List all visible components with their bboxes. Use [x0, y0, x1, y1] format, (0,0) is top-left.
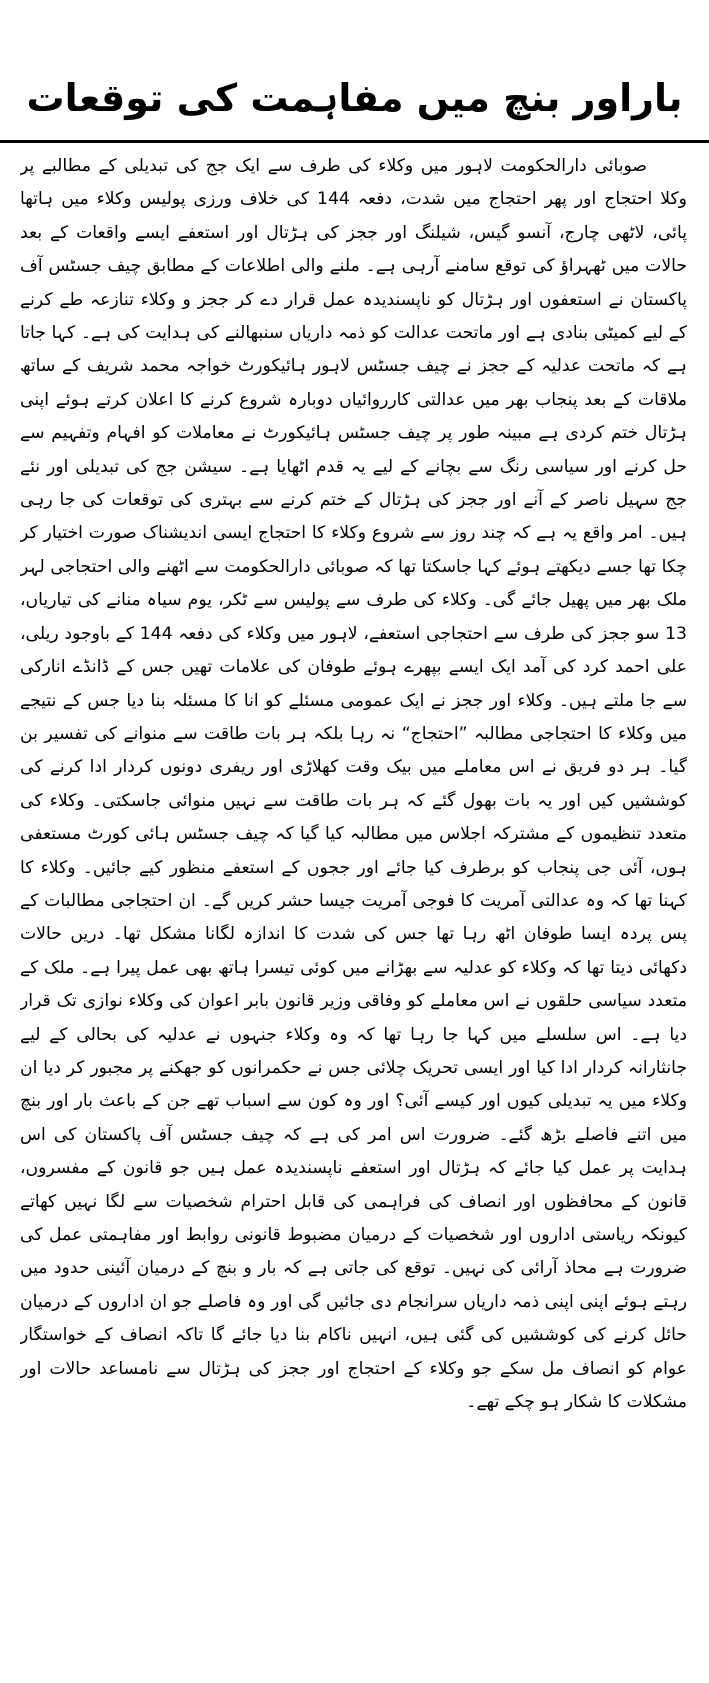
- article-body: [20, 150, 687, 1673]
- headline: باراور بنچ میں مفاہمت کی توقعات: [26, 76, 683, 121]
- headline-divider: [0, 140, 709, 143]
- article-paragraph: صوبائی دارالحکومت لاہور میں وکلاء کی طرف سے ایک جج کی تبدیلی کے مطالبے پر وکلا احتجاج اور پھر احتجاج میں شدت، دفعہ 144 کی خلاف ورزی پولیس وکلاء میں ہاتھا پائی، لاٹھی چارج، آنسو گیس، شیلنگ اور ججز کی ہڑتال اور استعفے ایسے واقعات کے بعد حالات میں ٹھہراؤ کی توقع سامنے آرہی ہے۔ ملنے والی اطلاعات کے مطابق چیف جسٹس آف پاکستان نے استعفوں اور ہڑتال کو ناپسندیدہ عمل قرار دے کر ججز و وکلاء تنازعہ طے کرنے کے لیے کمیٹی بنادی ہے اور ماتحت عدالت کو ذمہ داریاں سنبھالنے کی ہدایت کی ہے۔ کہا جاتا ہے کہ ماتحت عدلیہ کے ججز نے چیف جسٹس لاہور ہائیکورٹ خواجہ محمد شریف کے ساتھ ملاقات کے بعد پنجاب بھر میں عدالتی کارروائیاں دوبارہ شروع کرنے کا اعلان کرتے ہوئے اپنی ہڑتال ختم کردی ہے مبینہ طور پر چیف جسٹس ہائیکورٹ نے معاملات کو افہام وتفہیم سے حل کرنے اور سیاسی رنگ سے بچانے کے لیے یہ قدم اٹھایا ہے۔ سیشن جج کی تبدیلی اور نئے جج سہیل ناصر کے آنے اور ججز کی ہڑتال کے ختم کرنے سے بہتری کی توقعات کی جا رہی ہیں۔ امر واقع یہ ہے کہ چند روز سے شروع وکلاء کا احتجاج ایسی اندیشناک صورت اختیار کر چکا تھا جسے دیکھتے ہوئے کہا جاسکتا تھا کہ صوبائی دارالحکومت سے اٹھنے والی احتجاجی لہر ملک بھر میں پھیل جائے گی۔ وکلاء کی طرف سے پولیس سے ٹکر، یوم سیاہ منانے کی تیاریاں، 13 سو ججز کی طرف سے احتجاجی استعفے، لاہور میں وکلاء کی دفعہ 144 کے باوجود ریلی، علی احمد کرد کی آمد ایک ایسے بپھرے ہوئے طوفان کی علامات تھیں جس کے ڈانڈے انارکی سے جا ملتے ہیں۔ وکلاء اور ججز نے ایک عمومی مسئلے کو انا کا مسئلہ بنا دیا جس کے نتیجے میں وکلاء کا احتجاجی مطالبہ ”احتجاج“ نہ رہا بلکہ ہر بات طاقت سے منوانے کی تفسیر بن گیا۔ ہر دو فریق نے اس معاملے میں بیک وقت کھلاڑی اور ریفری دونوں کردار ادا کرنے کی کوششیں کیں اور یہ بات بھول گئے کہ ہر بات طاقت سے نہیں منوائی جاسکتی۔ وکلاء کی متعدد تنظیموں کے مشترکہ اجلاس میں مطالبہ کیا گیا کہ چیف جسٹس ہائی کورٹ مستعفی ہوں، آئی جی پنجاب کو برطرف کیا جائے اور ججوں کے استعفے منظور کیے جائیں۔ وکلاء کا کہنا تھا کہ وہ عدالتی آمریت کا فوجی آمریت جیسا حشر کریں گے۔ ان احتجاجی مطالبات کے پس پردہ ایسا طوفان اٹھ رہا تھا جس کی شدت کا اندازہ لگانا مشکل تھا۔ دریں حالات دکھائی دیتا تھا کہ وکلاء کو عدلیہ سے بھڑانے میں کوئی تیسرا ہاتھ بھی عمل پیرا ہے۔ ملک کے متعدد سیاسی حلقوں نے اس معاملے کو وفاقی وزیر قانون بابر اعوان کی وکلاء نوازی تک قرار دیا ہے۔ اس سلسلے میں کہا جا رہا تھا کہ وہ وکلاء جنہوں نے عدلیہ کی بحالی کے لیے جانثارانہ کردار ادا کیا اور ایسی تحریک چلائی جس نے حکمرانوں کو جھکنے پر مجبور کر دیا ان وکلاء میں یہ تبدیلی کیوں اور کیسے آئی؟ اور وہ کون سے اسباب تھے جن کے باعث بار اور بنچ میں اتنے فاصلے بڑھ گئے۔ ضرورت اس امر کی ہے کہ چیف جسٹس آف پاکستان کی اس ہدایت پر عمل کیا جائے کہ ہڑتال اور استعفے ناپسندیدہ عمل ہیں جو قانون کے مفسروں، قانون کے محافظوں اور انصاف کی فراہمی کی قابل احترام شخصیات سے لگا نہیں کھاتے کیونکہ ریاستی اداروں اور شخصیات کے درمیان مضبوط قانونی روابط اور مفاہمتی عمل کی ضرورت ہے محاذ آرائی کی نہیں۔ توقع کی جاتی ہے کہ بار و بنچ کے درمیان آئینی حدود میں رہتے ہوئے اپنی اپنی ذمہ داریاں سرانجام دی جائیں گی اور وہ فاصلے جو ان اداروں کے درمیان حائل کرنے کی کوششیں کی گئی ہیں، انہیں ناکام بنا دیا جائے گا تاکہ انصاف کے خواستگار عوام کو انصاف مل سکے جو وکلاء کے احتجاج اور ججز کی ہڑتال سے نامساعد حالات اور مشکلات کا شکار ہو چکے تھے۔: [20, 156, 687, 1413]
